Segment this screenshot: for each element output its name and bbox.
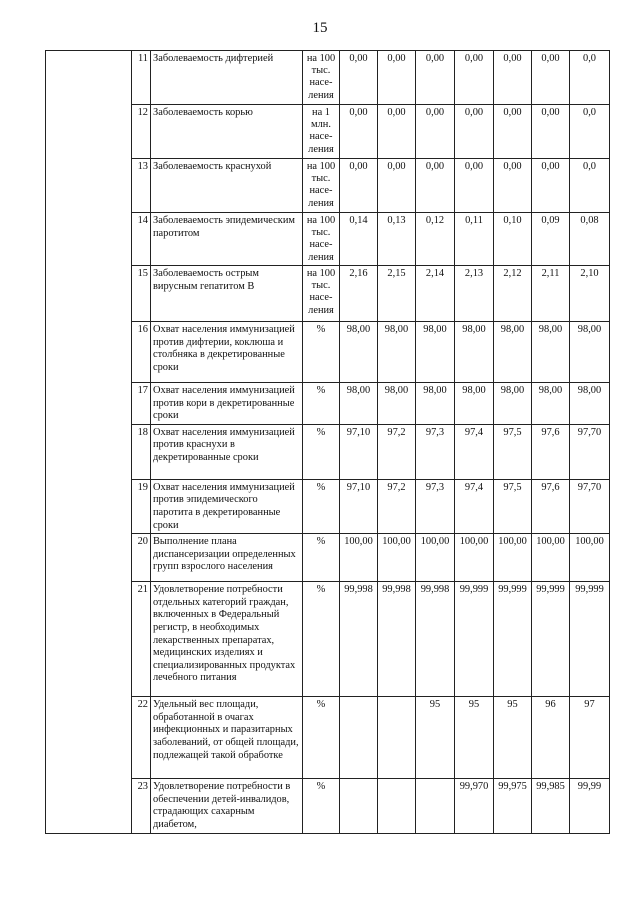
value-cell: 0,00 bbox=[416, 159, 455, 213]
row-number: 18 bbox=[132, 424, 151, 479]
value-cell: 0,00 bbox=[455, 159, 494, 213]
value-cell: 96 bbox=[532, 697, 570, 779]
value-cell: 99,99 bbox=[570, 779, 610, 834]
value-cell: 97,10 bbox=[340, 424, 378, 479]
indicator-name: Заболеваемость краснухой bbox=[151, 159, 303, 213]
row-number: 15 bbox=[132, 266, 151, 322]
value-cell: 98,00 bbox=[416, 322, 455, 383]
row-number: 23 bbox=[132, 779, 151, 834]
value-cell: 0,0 bbox=[570, 51, 610, 105]
value-cell: 0,13 bbox=[378, 213, 416, 266]
row-number: 13 bbox=[132, 159, 151, 213]
value-cell: 99,998 bbox=[378, 582, 416, 697]
value-cell: 97,70 bbox=[570, 479, 610, 533]
value-cell: 99,998 bbox=[416, 582, 455, 697]
value-cell bbox=[378, 697, 416, 779]
value-cell: 99,999 bbox=[570, 582, 610, 697]
value-cell: 100,00 bbox=[340, 534, 378, 582]
value-cell: 100,00 bbox=[416, 534, 455, 582]
row-number: 11 bbox=[132, 51, 151, 105]
value-cell: 97,6 bbox=[532, 424, 570, 479]
value-cell: 99,970 bbox=[455, 779, 494, 834]
value-cell: 98,00 bbox=[532, 322, 570, 383]
value-cell: 97,4 bbox=[455, 479, 494, 533]
indicator-name: Заболеваемость корью bbox=[151, 105, 303, 159]
value-cell: 97,2 bbox=[378, 479, 416, 533]
row-number: 22 bbox=[132, 697, 151, 779]
value-cell: 2,16 bbox=[340, 266, 378, 322]
unit-cell: % bbox=[303, 582, 340, 697]
value-cell: 98,00 bbox=[340, 383, 378, 425]
row-number: 17 bbox=[132, 383, 151, 425]
value-cell: 100,00 bbox=[378, 534, 416, 582]
row-number: 21 bbox=[132, 582, 151, 697]
value-cell: 0,11 bbox=[455, 213, 494, 266]
indicator-name: Удовлетворение потребности в обеспечении детей-инвалидов, страдающих сахарным диабетом, bbox=[151, 779, 303, 834]
value-cell: 99,998 bbox=[340, 582, 378, 697]
value-cell: 0,09 bbox=[532, 213, 570, 266]
unit-cell: % bbox=[303, 697, 340, 779]
value-cell: 98,00 bbox=[378, 322, 416, 383]
value-cell: 98,00 bbox=[340, 322, 378, 383]
unit-cell: % bbox=[303, 322, 340, 383]
value-cell: 0,0 bbox=[570, 105, 610, 159]
value-cell: 2,15 bbox=[378, 266, 416, 322]
value-cell: 99,999 bbox=[532, 582, 570, 697]
value-cell: 98,00 bbox=[416, 383, 455, 425]
value-cell: 99,999 bbox=[455, 582, 494, 697]
value-cell: 0,00 bbox=[340, 159, 378, 213]
indicator-name: Заболеваемость острым вирусным гепатитом В bbox=[151, 266, 303, 322]
table-body bbox=[46, 51, 610, 834]
unit-cell: % bbox=[303, 534, 340, 582]
value-cell: 97,3 bbox=[416, 479, 455, 533]
value-cell: 99,975 bbox=[494, 779, 532, 834]
value-cell: 97,5 bbox=[494, 479, 532, 533]
value-cell: 0,00 bbox=[494, 51, 532, 105]
value-cell: 2,14 bbox=[416, 266, 455, 322]
value-cell: 100,00 bbox=[532, 534, 570, 582]
merged-blank-cell bbox=[46, 51, 132, 834]
value-cell: 2,13 bbox=[455, 266, 494, 322]
indicator-name: Охват населения иммунизацией против эпидемического паротита в декретированные сроки bbox=[151, 479, 303, 533]
value-cell: 0,00 bbox=[455, 51, 494, 105]
value-cell: 97 bbox=[570, 697, 610, 779]
indicators-table bbox=[45, 50, 610, 834]
unit-cell: на 1 млн. насе-ления bbox=[303, 105, 340, 159]
row-number: 14 bbox=[132, 213, 151, 266]
value-cell: 95 bbox=[416, 697, 455, 779]
value-cell: 2,11 bbox=[532, 266, 570, 322]
value-cell: 97,6 bbox=[532, 479, 570, 533]
value-cell: 100,00 bbox=[570, 534, 610, 582]
value-cell: 0,00 bbox=[378, 51, 416, 105]
value-cell: 100,00 bbox=[494, 534, 532, 582]
page-number: 15 bbox=[312, 20, 328, 36]
value-cell: 0,00 bbox=[340, 105, 378, 159]
indicator-name: Заболеваемость эпидемическим паротитом bbox=[151, 213, 303, 266]
value-cell: 97,10 bbox=[340, 479, 378, 533]
indicator-name: Заболеваемость дифтерией bbox=[151, 51, 303, 105]
value-cell: 97,70 bbox=[570, 424, 610, 479]
value-cell: 95 bbox=[494, 697, 532, 779]
unit-cell: на 100 тыс. насе-ления bbox=[303, 159, 340, 213]
value-cell: 0,00 bbox=[532, 159, 570, 213]
indicator-name: Удовлетворение потребности отдельных категорий граждан, включенных в Федеральный регистр, в необходимых лекарственных препаратах, медицинских изделиях и специализированных продуктах лечебного питания bbox=[151, 582, 303, 697]
value-cell: 98,00 bbox=[570, 383, 610, 425]
value-cell: 0,00 bbox=[416, 51, 455, 105]
indicator-name: Охват населения иммунизацией против кори в декретированные сроки bbox=[151, 383, 303, 425]
value-cell bbox=[378, 779, 416, 834]
value-cell: 97,2 bbox=[378, 424, 416, 479]
row-number: 16 bbox=[132, 322, 151, 383]
value-cell: 95 bbox=[455, 697, 494, 779]
value-cell: 98,00 bbox=[570, 322, 610, 383]
value-cell bbox=[340, 697, 378, 779]
value-cell: 99,985 bbox=[532, 779, 570, 834]
value-cell: 97,3 bbox=[416, 424, 455, 479]
unit-cell: % bbox=[303, 479, 340, 533]
unit-cell: на 100 тыс. насе-ления bbox=[303, 213, 340, 266]
value-cell: 98,00 bbox=[455, 383, 494, 425]
unit-cell: на 100 тыс. насе-ления bbox=[303, 51, 340, 105]
value-cell: 98,00 bbox=[455, 322, 494, 383]
indicator-name: Выполнение плана диспансеризации определенных групп взрослого населения bbox=[151, 534, 303, 582]
value-cell bbox=[340, 779, 378, 834]
table-row bbox=[46, 51, 610, 105]
value-cell bbox=[416, 779, 455, 834]
value-cell: 0,00 bbox=[532, 105, 570, 159]
value-cell: 98,00 bbox=[532, 383, 570, 425]
value-cell: 97,4 bbox=[455, 424, 494, 479]
unit-cell: % bbox=[303, 779, 340, 834]
indicator-name: Охват населения иммунизацией против дифтерии, коклюша и столбняка в декретированные сроки bbox=[151, 322, 303, 383]
value-cell: 0,00 bbox=[378, 159, 416, 213]
value-cell: 0,00 bbox=[378, 105, 416, 159]
indicator-name: Удельный вес площади, обработанной в очагах инфекционных и паразитарных заболеваний, от общей площади, подлежащей такой обработке bbox=[151, 697, 303, 779]
unit-cell: % bbox=[303, 424, 340, 479]
value-cell: 98,00 bbox=[494, 322, 532, 383]
row-number: 19 bbox=[132, 479, 151, 533]
value-cell: 98,00 bbox=[378, 383, 416, 425]
value-cell: 0,00 bbox=[532, 51, 570, 105]
value-cell: 0,00 bbox=[494, 105, 532, 159]
value-cell: 0,00 bbox=[494, 159, 532, 213]
row-number: 20 bbox=[132, 534, 151, 582]
value-cell: 0,0 bbox=[570, 159, 610, 213]
value-cell: 0,00 bbox=[340, 51, 378, 105]
value-cell: 0,00 bbox=[416, 105, 455, 159]
row-number: 12 bbox=[132, 105, 151, 159]
unit-cell: % bbox=[303, 383, 340, 425]
value-cell: 0,10 bbox=[494, 213, 532, 266]
value-cell: 2,12 bbox=[494, 266, 532, 322]
value-cell: 0,08 bbox=[570, 213, 610, 266]
value-cell: 97,5 bbox=[494, 424, 532, 479]
value-cell: 99,999 bbox=[494, 582, 532, 697]
value-cell: 2,10 bbox=[570, 266, 610, 322]
value-cell: 0,14 bbox=[340, 213, 378, 266]
value-cell: 0,12 bbox=[416, 213, 455, 266]
unit-cell: на 100 тыс. насе-ления bbox=[303, 266, 340, 322]
value-cell: 98,00 bbox=[494, 383, 532, 425]
value-cell: 0,00 bbox=[455, 105, 494, 159]
value-cell: 100,00 bbox=[455, 534, 494, 582]
indicator-name: Охват населения иммунизацией против краснухи в декретированные сроки bbox=[151, 424, 303, 479]
